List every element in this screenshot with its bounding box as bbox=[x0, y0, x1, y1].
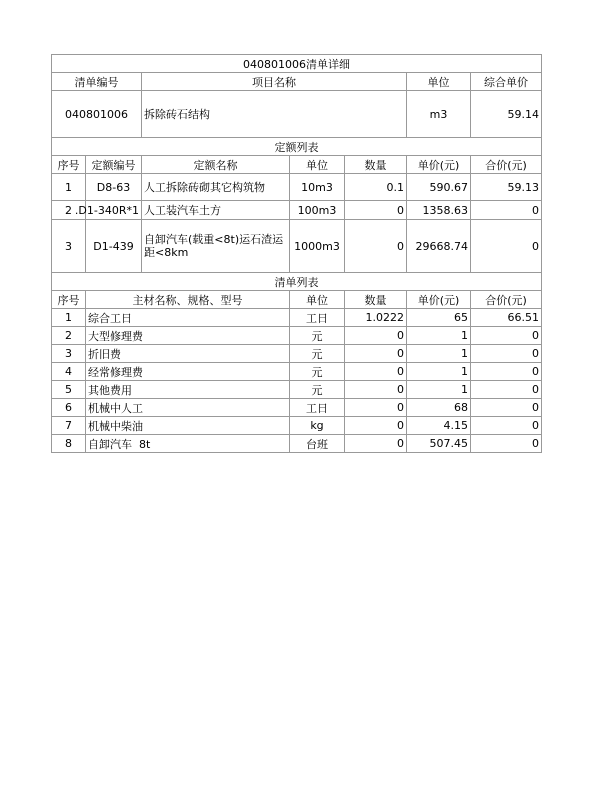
list-row bbox=[52, 309, 542, 327]
list-qty: 1.0222 bbox=[345, 309, 407, 327]
quota-unit: 10m3 bbox=[290, 174, 345, 201]
list-header-total: 合价(元) bbox=[471, 291, 542, 309]
header-item-name: 项目名称 bbox=[142, 73, 407, 91]
list-price: 1 bbox=[407, 363, 471, 381]
list-unit: 台班 bbox=[290, 435, 345, 453]
list-qty: 0 bbox=[345, 381, 407, 399]
quota-section-row bbox=[52, 138, 542, 156]
list-section-row bbox=[52, 273, 542, 291]
quota-price: 590.67 bbox=[407, 174, 471, 201]
list-price: 65 bbox=[407, 309, 471, 327]
list-price: 1 bbox=[407, 327, 471, 345]
quota-unit: 1000m3 bbox=[290, 220, 345, 273]
list-total: 0 bbox=[471, 417, 542, 435]
list-name: 经常修理费 bbox=[86, 363, 290, 381]
quota-section-title: 定额列表 bbox=[52, 138, 542, 156]
quota-row bbox=[52, 174, 542, 201]
list-qty: 0 bbox=[345, 363, 407, 381]
table-title: 040801006清单详细 bbox=[52, 55, 542, 73]
list-price: 1 bbox=[407, 381, 471, 399]
list-unit: 工日 bbox=[290, 309, 345, 327]
list-price: 68 bbox=[407, 399, 471, 417]
quota-total: 0 bbox=[471, 220, 542, 273]
quota-qty: 0.1 bbox=[345, 174, 407, 201]
quota-header-code: 定额编号 bbox=[86, 156, 142, 174]
list-row bbox=[52, 363, 542, 381]
list-name: 自卸汽车 8t bbox=[86, 435, 290, 453]
list-no: 2 bbox=[52, 327, 86, 345]
list-unit: 元 bbox=[290, 363, 345, 381]
list-header-price: 单价(元) bbox=[407, 291, 471, 309]
list-name: 机械中柴油 bbox=[86, 417, 290, 435]
list-total: 0 bbox=[471, 363, 542, 381]
list-header-name: 主材名称、规格、型号 bbox=[86, 291, 290, 309]
list-row bbox=[52, 399, 542, 417]
list-unit: 元 bbox=[290, 381, 345, 399]
list-row bbox=[52, 381, 542, 399]
quota-code: D1-340R*1. bbox=[86, 201, 142, 220]
quota-header-total: 合价(元) bbox=[471, 156, 542, 174]
bill-header-row bbox=[52, 73, 542, 91]
list-no: 3 bbox=[52, 345, 86, 363]
list-no: 4 bbox=[52, 363, 86, 381]
list-no: 1 bbox=[52, 309, 86, 327]
quota-unit: 100m3 bbox=[290, 201, 345, 220]
quota-qty: 0 bbox=[345, 201, 407, 220]
list-name: 其他费用 bbox=[86, 381, 290, 399]
quota-no: 1 bbox=[52, 174, 86, 201]
quota-no: 3 bbox=[52, 220, 86, 273]
bill-unit: m3 bbox=[407, 91, 471, 138]
list-qty: 0 bbox=[345, 435, 407, 453]
bill-row bbox=[52, 91, 542, 138]
quota-code: D1-439 bbox=[86, 220, 142, 273]
quota-name: 自卸汽车(载重<8t)运石渣运距<8km bbox=[142, 220, 290, 273]
quota-header-price: 单价(元) bbox=[407, 156, 471, 174]
list-row bbox=[52, 435, 542, 453]
list-row bbox=[52, 327, 542, 345]
quota-price: 1358.63 bbox=[407, 201, 471, 220]
quota-header-no: 序号 bbox=[52, 156, 86, 174]
list-price: 507.45 bbox=[407, 435, 471, 453]
quota-total: 0 bbox=[471, 201, 542, 220]
list-header-row bbox=[52, 291, 542, 309]
bill-unit-price: 59.14 bbox=[471, 91, 542, 138]
list-no: 7 bbox=[52, 417, 86, 435]
list-row bbox=[52, 345, 542, 363]
quota-header-name: 定额名称 bbox=[142, 156, 290, 174]
list-no: 6 bbox=[52, 399, 86, 417]
list-unit: kg bbox=[290, 417, 345, 435]
list-price: 1 bbox=[407, 345, 471, 363]
list-no: 5 bbox=[52, 381, 86, 399]
list-qty: 0 bbox=[345, 327, 407, 345]
quota-name: 人工拆除砖砌其它构筑物 bbox=[142, 174, 290, 201]
quota-header-row bbox=[52, 156, 542, 174]
quota-header-qty: 数量 bbox=[345, 156, 407, 174]
quota-header-unit: 单位 bbox=[290, 156, 345, 174]
list-price: 4.15 bbox=[407, 417, 471, 435]
header-unit: 单位 bbox=[407, 73, 471, 91]
list-total: 0 bbox=[471, 381, 542, 399]
list-name: 大型修理费 bbox=[86, 327, 290, 345]
quota-no: 2 bbox=[52, 201, 86, 220]
list-total: 0 bbox=[471, 435, 542, 453]
list-header-no: 序号 bbox=[52, 291, 86, 309]
title-row bbox=[52, 55, 542, 73]
list-qty: 0 bbox=[345, 345, 407, 363]
list-header-unit: 单位 bbox=[290, 291, 345, 309]
header-unit-price: 综合单价 bbox=[471, 73, 542, 91]
list-total: 0 bbox=[471, 327, 542, 345]
bill-code: 040801006 bbox=[52, 91, 142, 138]
list-total: 0 bbox=[471, 345, 542, 363]
quota-total: 59.13 bbox=[471, 174, 542, 201]
quota-row bbox=[52, 201, 542, 220]
list-total: 0 bbox=[471, 399, 542, 417]
list-unit: 元 bbox=[290, 345, 345, 363]
quota-price: 29668.74 bbox=[407, 220, 471, 273]
list-row bbox=[52, 417, 542, 435]
list-qty: 0 bbox=[345, 417, 407, 435]
list-header-qty: 数量 bbox=[345, 291, 407, 309]
bill-name: 拆除砖石结构 bbox=[142, 91, 407, 138]
list-section-title: 清单列表 bbox=[52, 273, 542, 291]
header-bill-code: 清单编号 bbox=[52, 73, 142, 91]
list-unit: 元 bbox=[290, 327, 345, 345]
list-total: 66.51 bbox=[471, 309, 542, 327]
quota-code: D8-63 bbox=[86, 174, 142, 201]
quota-row bbox=[52, 220, 542, 273]
list-name: 综合工日 bbox=[86, 309, 290, 327]
quota-qty: 0 bbox=[345, 220, 407, 273]
quota-name: 人工装汽车土方 bbox=[142, 201, 290, 220]
list-qty: 0 bbox=[345, 399, 407, 417]
bill-detail-table bbox=[51, 54, 542, 453]
list-unit: 工日 bbox=[290, 399, 345, 417]
list-name: 机械中人工 bbox=[86, 399, 290, 417]
list-no: 8 bbox=[52, 435, 86, 453]
list-name: 折旧费 bbox=[86, 345, 290, 363]
